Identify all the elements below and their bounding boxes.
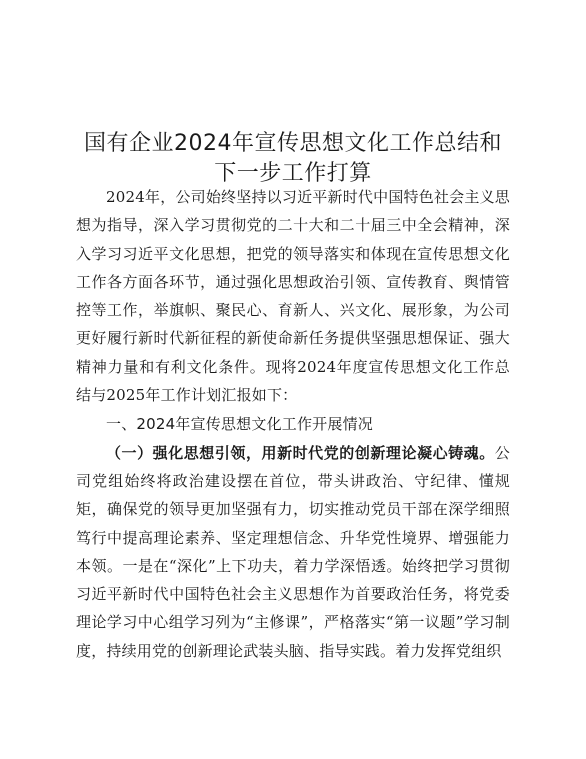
- section-heading: 一、2024年宣传思想文化工作开展情况: [106, 415, 373, 434]
- subsection-heading: （一）强化思想引领，用新时代党的创新理论凝心铸魂。: [106, 443, 495, 462]
- document-title: 国有企业2024年宣传思想文化工作总结和下一步工作打算: [84, 131, 502, 186]
- intro-paragraph: 2024年，公司始终坚持以习近平新时代中国特色社会主义思想为指导，深入学习贯彻党的二十大和二十届三中全会精神，深入学习习近平文化思想，把党的领导落实和体现在宣传思想文化工作各方面各环节，通过强化思想政治引领、宣传教育、舆情管控等工作，举旗帜、聚民心、育新人、兴文化、展形象，为公司更好履行新时代新征程的新使命新任务提供坚强思想保证、强大精神力量和有利文化条件。现将2024年度宣传思想文化工作总结与2025年工作计划汇报如下：: [76, 188, 510, 405]
- subsection-paragraph: [76, 439, 510, 665]
- subsection-text: 公司党组始终将政治建设摆在首位，带头讲政治、守纪律、懂规矩，确保党的领导更加坚强有力，切实推动党员干部在深学细照笃行中提高理论素养、坚定理想信念、升华党性境界、增强能力本领。一是在“深化”上下功夫，着力学深悟透。始终把学习贯彻习近平新时代中国特色社会主义思想作为首要政治任务，将党委理论学习中心组学习列为“主修课”，严格落实“第一议题”学习制度，持续用党的创新理论武装头脑、指导实践。着力发挥党组织: [76, 443, 510, 660]
- document-body: [76, 183, 510, 665]
